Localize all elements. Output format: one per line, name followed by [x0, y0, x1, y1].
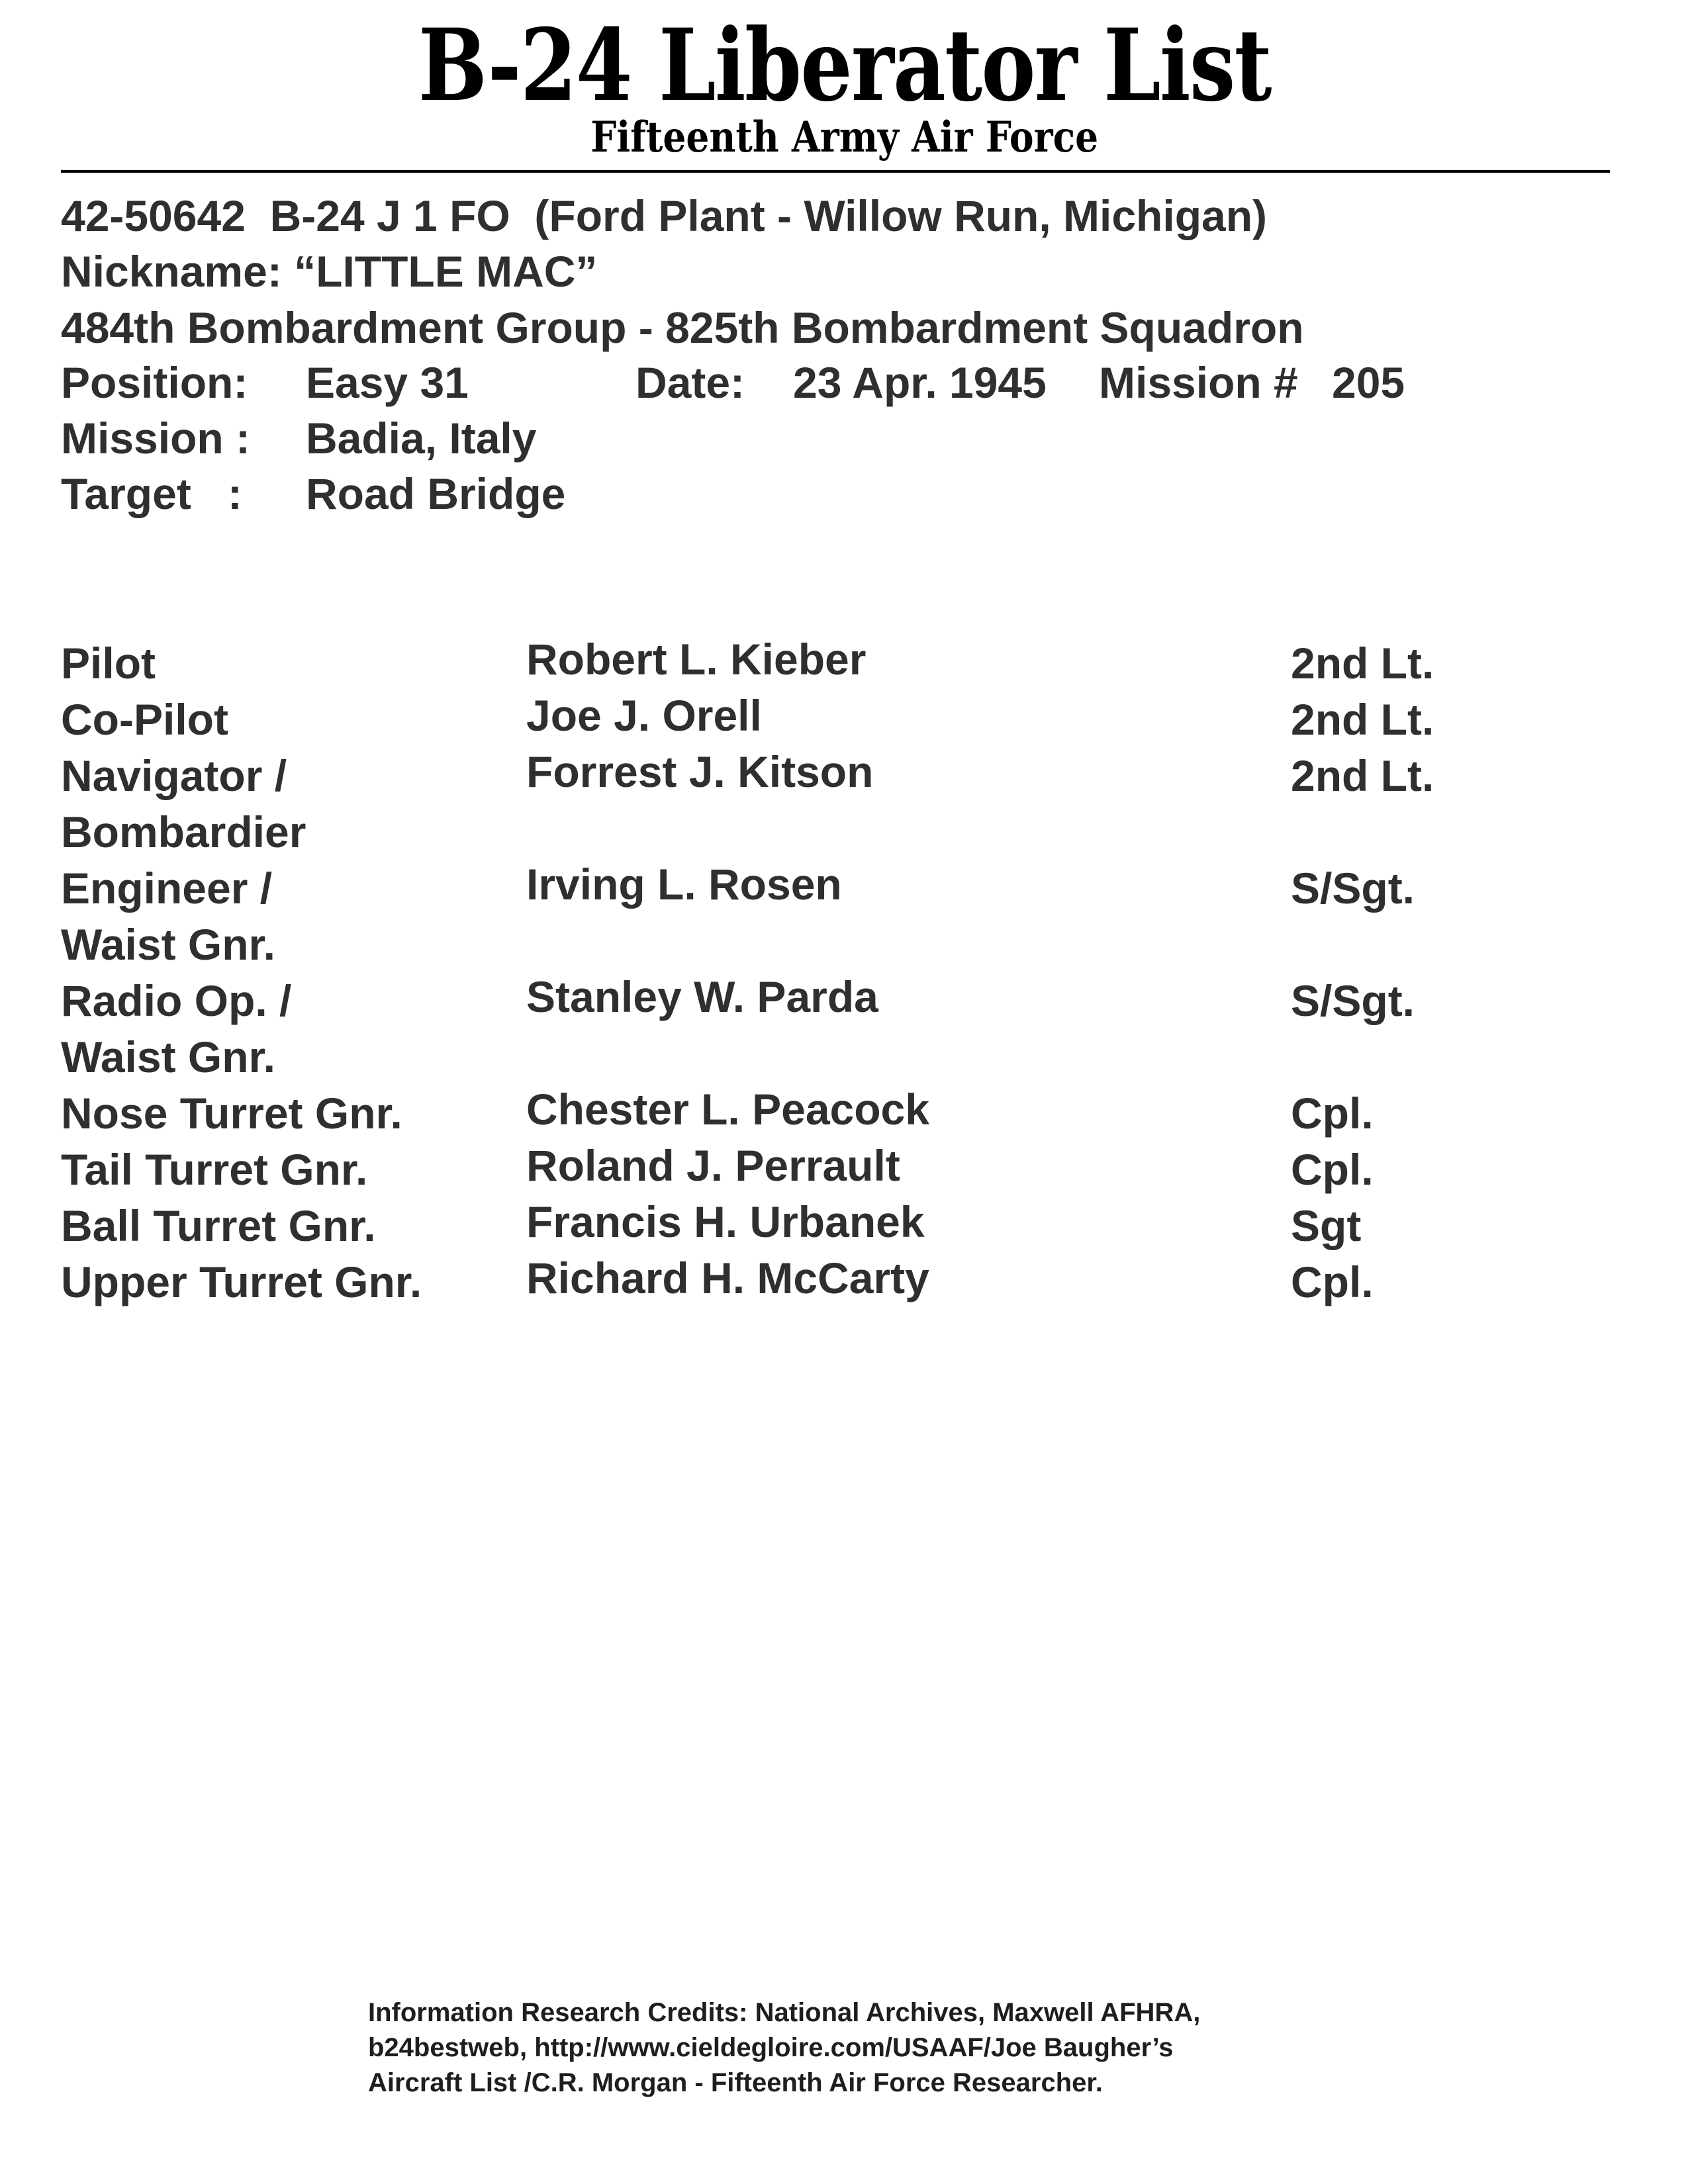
- target-value: Road Bridge: [306, 469, 566, 518]
- page-title: B-24 Liberator List: [418, 7, 1271, 124]
- target-label: Target :: [61, 469, 242, 518]
- position-value: Easy 31: [306, 358, 469, 407]
- credits-line: b24bestweb, http://www.cieldegloire.com/USAAF/Joe Baugher’s: [368, 2033, 1174, 2062]
- crew-name: Forrest J. Kitson: [526, 747, 874, 796]
- crew-rank: Cpl.: [1291, 1089, 1374, 1138]
- crew-name: Richard H. McCarty: [526, 1253, 929, 1302]
- credits-line: Aircraft List /C.R. Morgan - Fifteenth Air Force Researcher.: [368, 2068, 1103, 2097]
- crew-name: Francis H. Urbanek: [526, 1197, 925, 1246]
- mission-label: Mission :: [61, 414, 251, 463]
- crew-rank: Cpl.: [1291, 1257, 1374, 1306]
- research-credits: [368, 1995, 1427, 2101]
- header-divider: [61, 170, 1610, 173]
- crew-name: Stanley W. Parda: [526, 972, 878, 1021]
- nickname-line: Nickname: “LITTLE MAC”: [61, 247, 598, 296]
- crew-position: Pilot: [61, 639, 156, 688]
- page-subtitle: Fifteenth Army Air Force: [590, 113, 1099, 162]
- crew-position: Tail Turret Gnr.: [61, 1145, 368, 1194]
- crew-name: Robert L. Kieber: [526, 635, 867, 684]
- crew-name: Chester L. Peacock: [526, 1085, 929, 1134]
- date-label: Date:: [635, 358, 745, 407]
- crew-position: Navigator / Bombardier: [61, 751, 306, 856]
- crew-name: Joe J. Orell: [526, 691, 762, 740]
- crew-position: Ball Turret Gnr.: [61, 1201, 376, 1250]
- crew-rank: 2nd Lt.: [1291, 751, 1434, 800]
- crew-rank: S/Sgt.: [1291, 976, 1415, 1025]
- crew-rank: 2nd Lt.: [1291, 695, 1434, 744]
- mission-value: Badia, Italy: [306, 414, 537, 463]
- position-label: Position:: [61, 358, 248, 407]
- crew-rank: 2nd Lt.: [1291, 639, 1434, 688]
- crew-rank: Sgt: [1291, 1201, 1362, 1250]
- crew-position: Upper Turret Gnr.: [61, 1257, 422, 1306]
- mission-number-label: Mission #: [1099, 358, 1298, 407]
- crew-position: Radio Op. / Waist Gnr.: [61, 976, 292, 1081]
- mission-number-value: 205: [1332, 358, 1405, 407]
- group-squadron-line: 484th Bombardment Group - 825th Bombardment Squadron: [61, 303, 1304, 352]
- crew-position: Co-Pilot: [61, 695, 228, 744]
- serial-model-line: 42-50642 B-24 J 1 FO (Ford Plant - Willow Run, Michigan): [61, 191, 1268, 240]
- crew-name: Irving L. Rosen: [526, 860, 842, 909]
- date-value: 23 Apr. 1945: [793, 358, 1047, 407]
- crew-rank: S/Sgt.: [1291, 864, 1415, 913]
- crew-position: Nose Turret Gnr.: [61, 1089, 402, 1138]
- crew-name: Roland J. Perrault: [526, 1141, 900, 1190]
- crew-rank: Cpl.: [1291, 1145, 1374, 1194]
- crew-position: Engineer / Waist Gnr.: [61, 864, 275, 969]
- credits-line: Information Research Credits: National Archives, Maxwell AFHRA,: [368, 1998, 1201, 2027]
